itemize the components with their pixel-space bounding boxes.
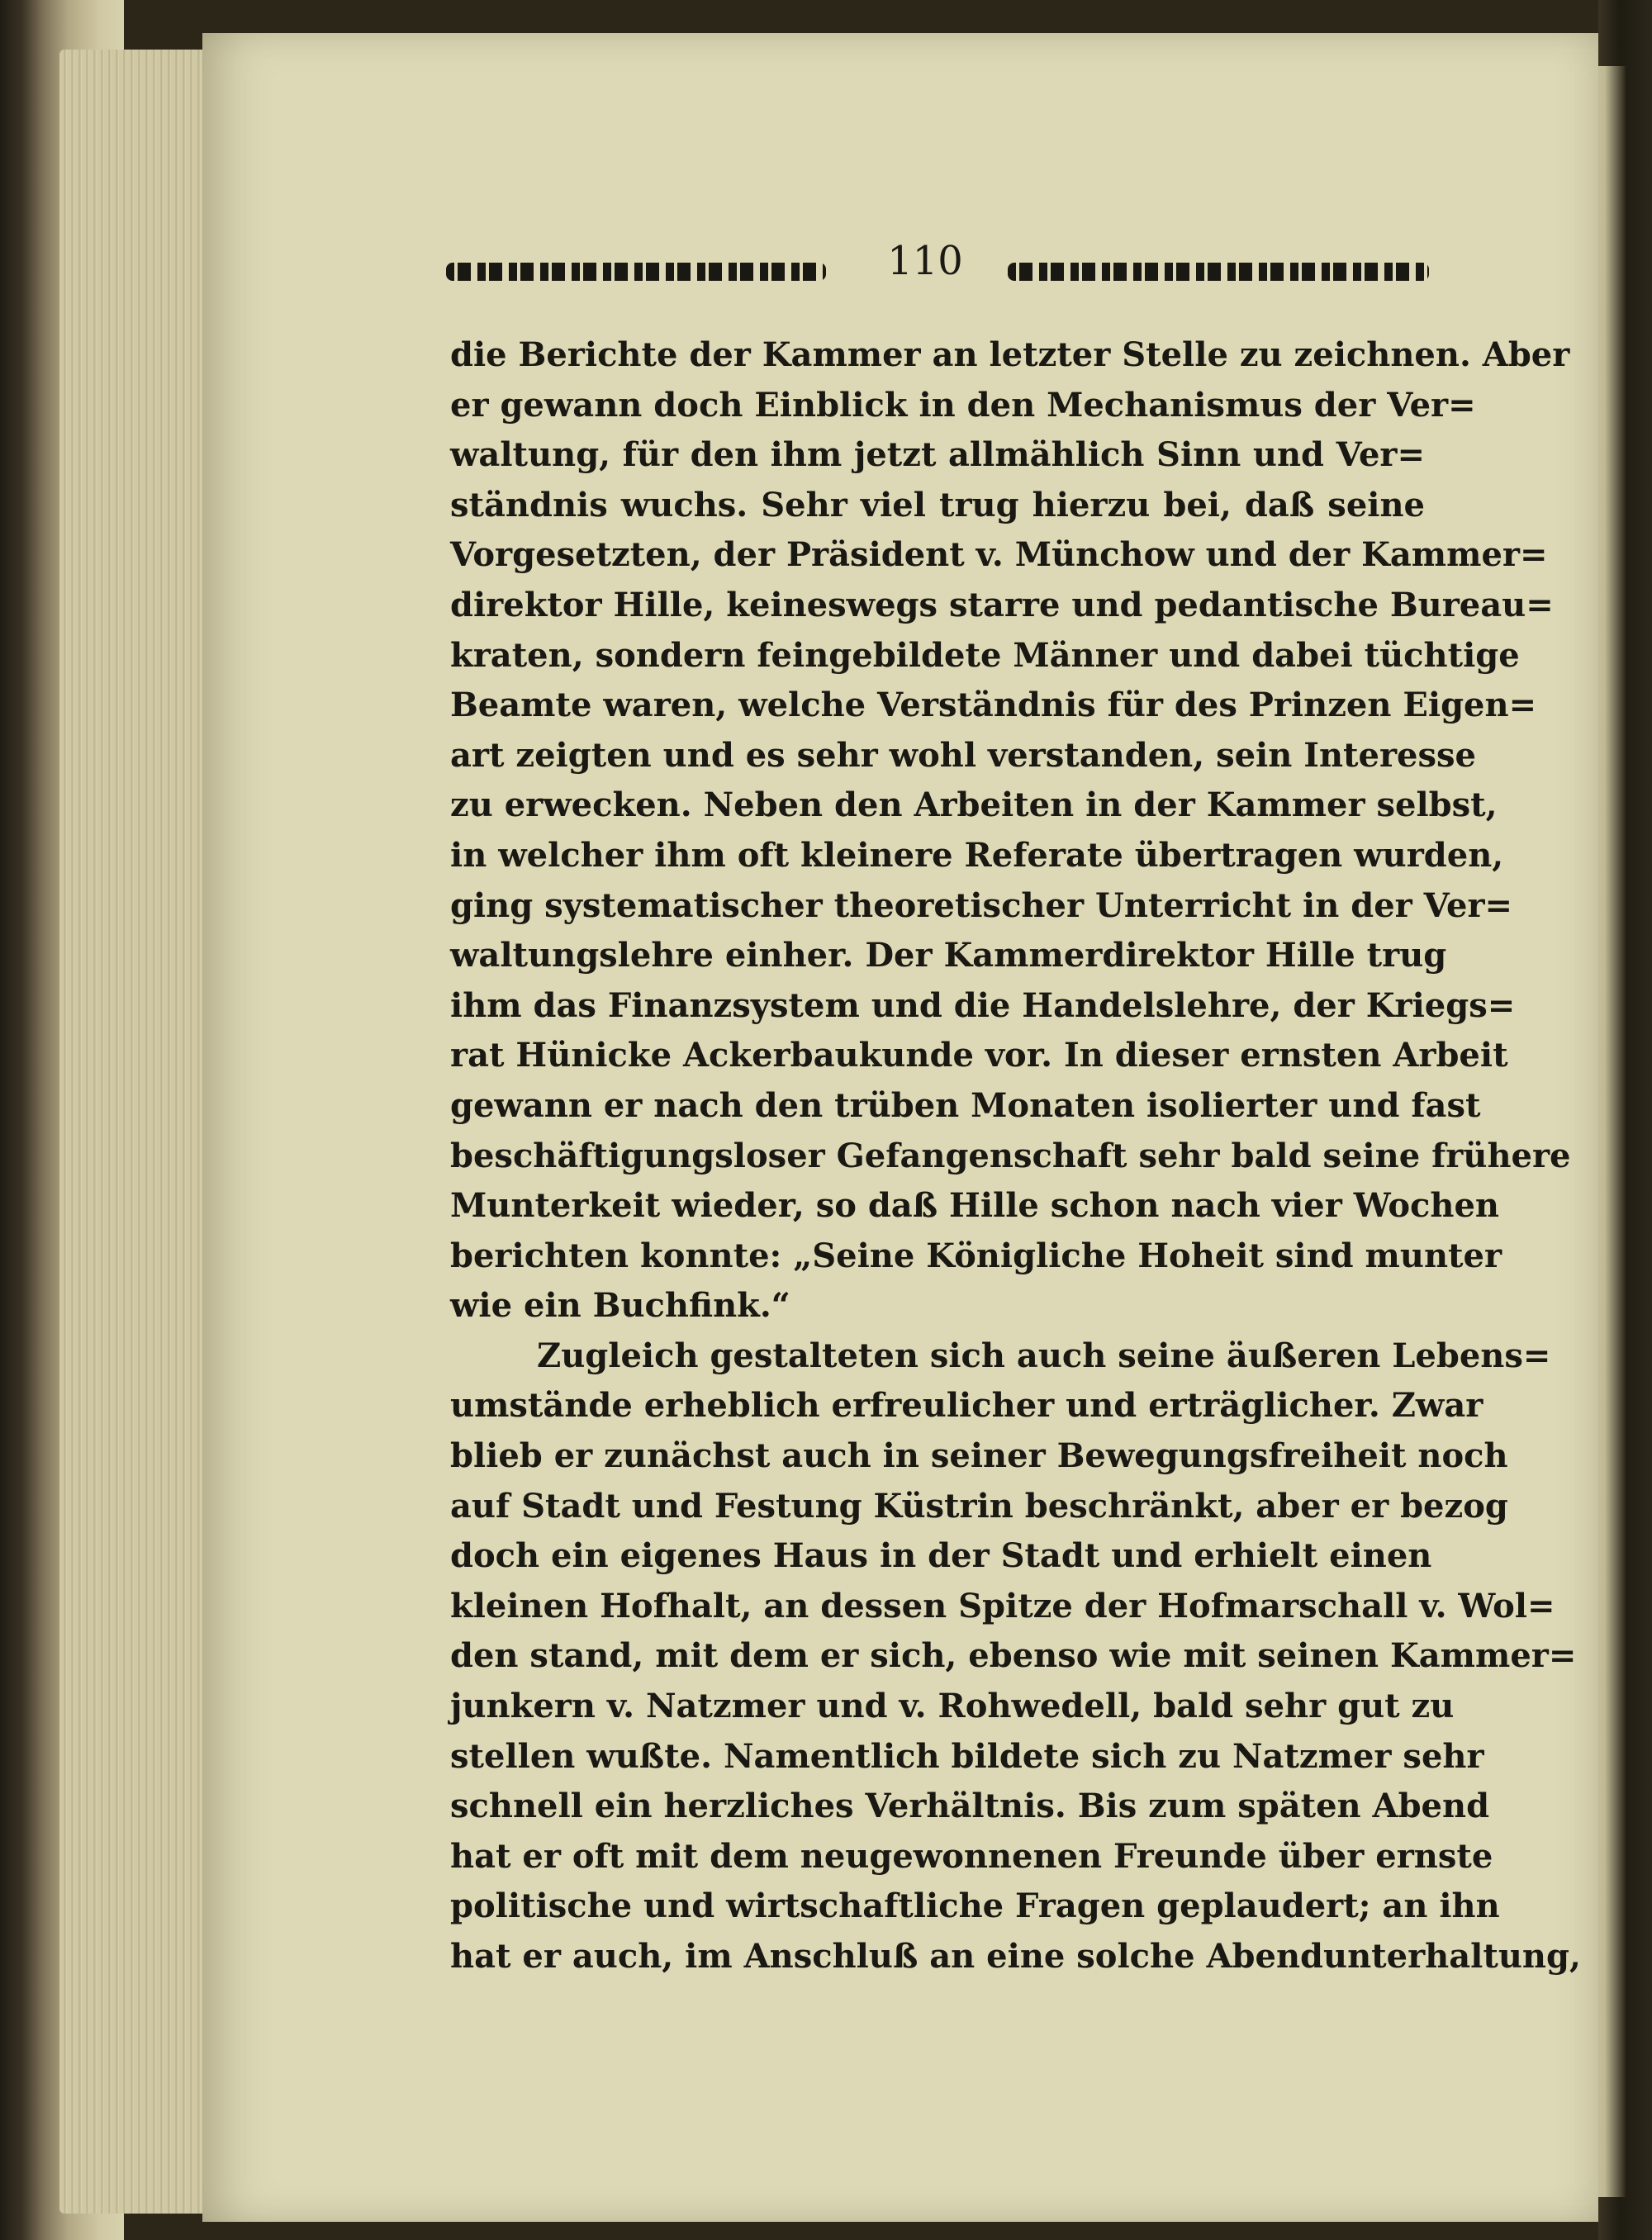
text-line: Zugleich gestalteten sich auch seine äußeren Lebens=	[537, 1336, 1551, 1375]
text-line: auf Stadt und Festung Küstrin beschränkt, aber er bezog	[450, 1486, 1508, 1526]
text-line: junkern v. Natzmer und v. Rohwedell, bald sehr gut zu	[450, 1687, 1455, 1726]
text-line: schnell ein herzliches Verhältnis. Bis zum späten Abend	[450, 1787, 1490, 1826]
text-line: gewann er nach den trüben Monaten isolierter und fast	[450, 1085, 1481, 1125]
text-line: ihm das Finanzsystem und die Handelslehre, der Kriegs=	[450, 985, 1516, 1025]
text-line: umstände erheblich erfreulicher und erträglicher. Zwar	[450, 1386, 1483, 1426]
text-line: ging systematischer theoretischer Unterricht in der Ver=	[450, 885, 1513, 925]
text-line: kraten, sondern feingebildete Männer und dabei tüchtige	[450, 635, 1520, 675]
text-line: direktor Hille, keineswegs starre und pedantische Bureau=	[450, 585, 1554, 624]
text-line: den stand, mit dem er sich, ebenso wie mit seinen Kammer=	[450, 1636, 1577, 1676]
text-line: waltungslehre einher. Der Kammerdirektor Hille trug	[450, 936, 1447, 975]
text-line: Munterkeit wieder, so daß Hille schon nach vier Wochen	[450, 1186, 1499, 1226]
text-line: rat Hünicke Ackerbaukunde vor. In dieser ernsten Arbeit	[450, 1036, 1508, 1075]
text-line: wie ein Buchfink.“	[450, 1286, 790, 1326]
text-line: Vorgesetzten, der Präsident v. Münchow und der Kammer=	[450, 535, 1548, 575]
text-line: in welcher ihm oft kleinere Referate übertragen wurden,	[450, 835, 1504, 875]
text-line: die Berichte der Kammer an letzter Stelle zu zeichnen. Aber	[450, 335, 1570, 374]
text-line: hat er auch, im Anschluß an eine solche Abendunterhaltung,	[450, 1937, 1581, 1976]
text-line: kleinen Hofhalt, an dessen Spitze der Hofmarschall v. Wol=	[450, 1586, 1555, 1625]
text-line: stellen wußte. Namentlich bildete sich zu Natzmer sehr	[450, 1736, 1484, 1776]
text-line: waltung, für den ihm jetzt allmählich Sinn und Ver=	[450, 435, 1425, 475]
text-line: berichten konnte: „Seine Königliche Hoheit sind munter	[450, 1236, 1502, 1275]
text-line: blieb er zunächst auch in seiner Bewegungsfreiheit noch	[450, 1436, 1508, 1476]
page-number: 110	[887, 238, 963, 284]
page-stack-edges	[59, 50, 216, 2214]
header-ornament-right	[1008, 263, 1429, 281]
text-line: Beamte waren, welche Verständnis für des Prinzen Eigen=	[450, 686, 1537, 725]
text-line: ständnis wuchs. Sehr viel trug hierzu bei, daß seine	[450, 485, 1425, 524]
body-text	[450, 330, 1581, 1982]
text-line: hat er oft mit dem neugewonnenen Freunde über ernste	[450, 1836, 1493, 1876]
text-line: doch ein eigenes Haus in der Stadt und erhielt einen	[450, 1536, 1432, 1576]
text-line: er gewann doch Einblick in den Mechanismus der Ver=	[450, 385, 1476, 425]
text-line: art zeigten und es sehr wohl verstanden, sein Interesse	[450, 735, 1476, 775]
header-ornament-left	[446, 263, 826, 281]
text-line: zu erwecken. Neben den Arbeiten in der Kammer selbst,	[450, 785, 1498, 825]
text-line: politische und wirtschaftliche Fragen geplaudert; an ihn	[450, 1886, 1500, 1926]
page-header	[446, 238, 1437, 296]
text-line: beschäftigungsloser Gefangenschaft sehr bald seine frühere	[450, 1136, 1571, 1175]
